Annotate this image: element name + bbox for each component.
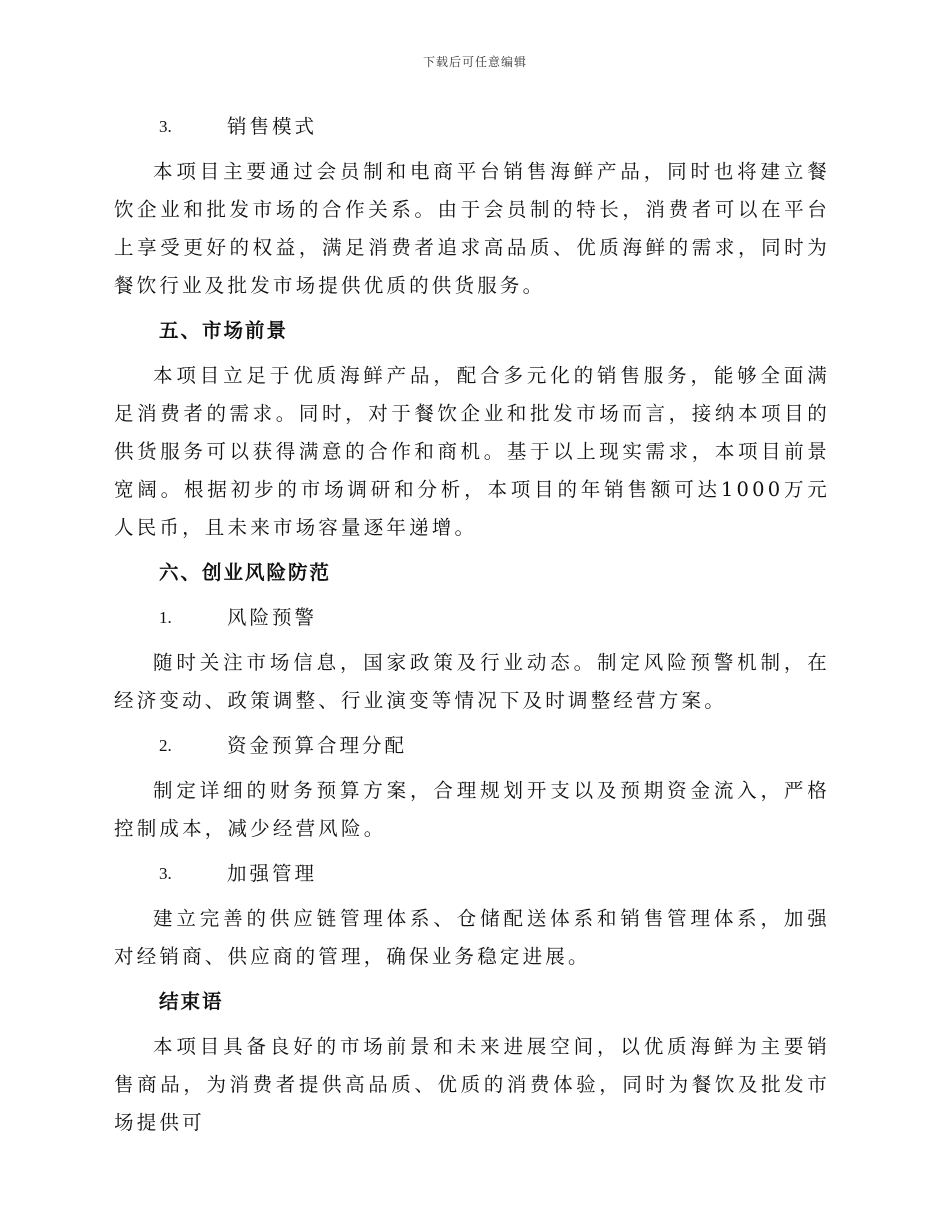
item-number: 3. bbox=[159, 117, 172, 136]
page-header-note: 下载后可任意编辑 bbox=[422, 55, 527, 69]
item-number: 3. bbox=[159, 864, 172, 883]
paragraph-management: 建立完善的供应链管理体系、仓储配送体系和销售管理体系，加强对经销商、供应商的管理，确保业务稳定进展。 bbox=[114, 907, 830, 968]
paragraph-conclusion: 本项目具备良好的市场前景和未来进展空间，以优质海鲜为主要销售商品，为消费者提供高品质、优质的消费体验，同时为餐饮及批发市场提供可 bbox=[114, 1035, 830, 1134]
section-heading-market-outlook: 五、市场前景 bbox=[159, 319, 289, 342]
list-item-budget bbox=[114, 727, 830, 765]
paragraph-market-outlook: 本项目立足于优质海鲜产品，配合多元化的销售服务，能够全面满足消费者的需求。同时，对于餐饮企业和批发市场而言，接纳本项目的供货服务可以获得满意的合作和商机。基于以上现实需求，本项目前景宽阔。根据初步的市场调研和分析，本项目的年销售额可达1000万元人民币，且未来市场容量逐年递增。 bbox=[114, 364, 830, 539]
item-number: 2. bbox=[159, 736, 172, 755]
item-title: 风险预警 bbox=[227, 606, 318, 629]
paragraph-risk-warning: 随时关注市场信息，国家政策及行业动态。制定风险预警机制，在经济变动、政策调整、行业演变等情况下及时调整经营方案。 bbox=[114, 651, 830, 712]
item-title: 销售模式 bbox=[227, 115, 318, 138]
item-title: 资金预算合理分配 bbox=[227, 734, 408, 757]
list-item-management bbox=[114, 855, 830, 893]
paragraph-sales-mode: 本项目主要通过会员制和电商平台销售海鲜产品，同时也将建立餐饮企业和批发市场的合作关系。由于会员制的特长，消费者可以在平台上享受更好的权益，满足消费者追求高品质、优质海鲜的需求，同时为餐饮行业及批发市场提供优质的供货服务。 bbox=[114, 160, 830, 297]
list-item-risk-warning bbox=[114, 599, 830, 637]
section-heading-risk: 六、创业风险防范 bbox=[159, 561, 332, 584]
document-body bbox=[114, 108, 830, 1149]
list-item-sales-mode bbox=[114, 108, 830, 146]
item-number: 1. bbox=[159, 608, 172, 627]
paragraph-budget: 制定详细的财务预算方案，合理规划开支以及预期资金流入，严格控制成本，减少经营风险。 bbox=[114, 779, 830, 840]
section-heading-conclusion: 结束语 bbox=[159, 990, 224, 1013]
item-title: 加强管理 bbox=[227, 862, 318, 885]
